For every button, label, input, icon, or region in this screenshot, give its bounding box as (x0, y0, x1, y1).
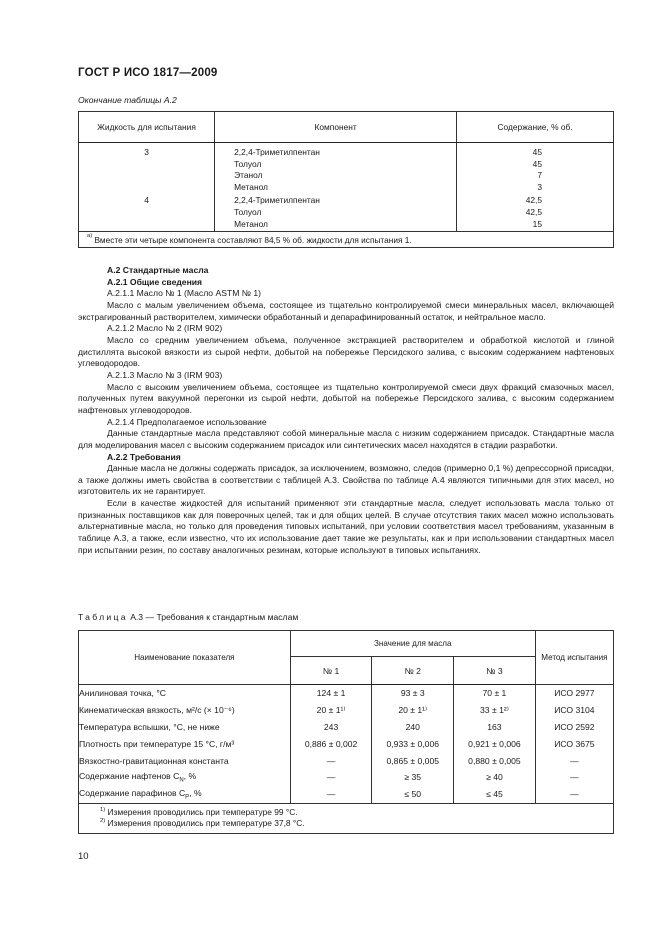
column-header: Компонент (215, 112, 457, 143)
content-value: 42,5 (525, 195, 542, 206)
clause-title: А.2.1.2 Масло № 2 (IRM 902) (107, 323, 223, 334)
clause-text: Масло со средним увеличением объема, полученное экстракцией растворителем и обработкой кислотой и глиной дистиллята высокой вязкости из сырой нефти, добытой на побережье Персидского залива, с высоким содержанием нафтеновых углеводородов. (78, 334, 614, 369)
oil-header: № 1 (290, 657, 372, 685)
table-footnote (79, 232, 614, 248)
column-header: Жидкость для испытания (79, 112, 215, 143)
clause-title: А.2.1.4 Предполагаемое использование (107, 416, 267, 427)
value-cell: 124 ± 1 (290, 685, 372, 702)
table-footnotes-row (79, 803, 614, 833)
oil-header: № 3 (454, 657, 536, 685)
value-cell: 70 ± 1 (454, 685, 536, 702)
clause-text: Если в качестве жидкостей для испытаний применяют эти стандартные масла, следует использовать масла только от признанных поставщиков как для поверочных целей, так и для общих целей. В случае отсутствия таких масел можно использовать альтернативные масла, но только для проведения типовых испытаний, при условии соответствия масел требованиям, указанным в таблице А.3, а также, если известно, что их использование дает такие же результаты, как и при использовании стандартных масел при испытании резин, по составу аналогичных резинам, которые используют в типовых испытаниях. (78, 498, 614, 555)
method-cell: ИСО 3675 (535, 735, 613, 752)
document-header: ГОСТ Р ИСО 1817—2009 (78, 67, 218, 79)
clause-text: Данные масла не должны содержать присадок, за исключением, возможно, следов (примерно 0,1 %) депрессорной присадки, а также должны иметь свойства в соответствии с таблицей А.3. Свойства по таблице А.4 являются типичными для этих масел, но изготовитель их не гарантирует. (78, 463, 614, 497)
clause-title: А.2.1.3 Масло № 3 (IRM 903) (107, 369, 223, 380)
value-cell: 20 ± 1¹⁾ (372, 702, 454, 719)
method-cell: ИСО 3104 (535, 702, 613, 719)
table-row (79, 685, 614, 702)
method-cell: ИСО 2592 (535, 719, 613, 736)
table-a2 (78, 111, 614, 248)
value-cell: 20 ± 1¹⁾ (290, 702, 372, 719)
table-header-row (79, 631, 614, 657)
section-title: А.2 Стандартные масла (107, 265, 209, 275)
content-cell (457, 194, 614, 231)
value-cell: 0,886 ± 0,002 (290, 735, 372, 752)
parameter-name: Содержание нафтенов $C_N$, % (79, 769, 291, 786)
value-cell: 0,880 ± 0,005 (454, 752, 536, 769)
method-cell: — (535, 769, 613, 786)
component-cell (215, 143, 457, 195)
table-a2-caption: Окончание таблицы А.2 (78, 95, 177, 105)
table-row (79, 194, 614, 231)
table-footnotes (79, 803, 614, 833)
column-header: Содержание, % об. (457, 112, 614, 143)
clause-text: Данные стандартные масла представляют собой минеральные масла с низким содержанием присадок. Стандартные масла для моделирования масел с высоким содержанием присадок или синтетических масел находятся в стадии разработки. (78, 428, 614, 450)
table-row (79, 719, 614, 736)
content-value: 3 (537, 181, 542, 192)
value-cell: 163 (454, 719, 536, 736)
content-value: 45 (532, 147, 542, 157)
oil-header: № 2 (372, 657, 454, 685)
value-cell: 0,865 ± 0,005 (372, 752, 454, 769)
content-value: 42,5 (525, 206, 542, 217)
parameter-name: Вязкостно-гравитационная константа (79, 752, 291, 769)
parameter-name: Содержание парафинов $C_P$, % (79, 786, 291, 803)
method-cell: — (535, 786, 613, 803)
table-footnote-row (79, 232, 614, 248)
value-cell: — (290, 752, 372, 769)
method-cell: ИСО 2977 (535, 685, 613, 702)
liquid-number: 3 (79, 143, 215, 195)
value-cell: — (290, 786, 372, 803)
component-cell (215, 194, 457, 231)
clause-text: Масло с малым увеличением объема, состоящее из тщательно контролируемой смеси минеральных масел, включающей экстрагированный растворителем, химически обработанный и депарафинированный остаток, и нейтральное масло. (78, 299, 614, 322)
component: 2,2,4-Триметилпентан (234, 147, 320, 157)
table-header-row (79, 112, 614, 143)
clause-title: А.2.1.1 Масло № 1 (Масло ASTM № 1) (107, 288, 261, 299)
parameter-name: Анилиновая точка, °С (79, 685, 291, 702)
table-row (79, 769, 614, 786)
value-cell: 93 ± 3 (372, 685, 454, 702)
footnote-text: Вместе эти четыре компонента составляют 84,5 % об. жидкости для испытания 1. (94, 235, 412, 246)
content-value: 7 (537, 170, 542, 181)
value-cell: 0,933 ± 0,006 (372, 735, 454, 752)
footnote-text: Измерения проводились при температуре 37,8 °С. (107, 818, 305, 829)
component: Метанол (234, 181, 268, 192)
table-a3 (78, 630, 614, 834)
column-header: Метод испытания (535, 631, 613, 685)
caption-label: Таблица (78, 612, 128, 622)
liquid-number: 4 (79, 194, 215, 231)
value-cell: 0,921 ± 0,006 (454, 735, 536, 752)
footnote-text: Измерения проводились при температуре 99 °С. (107, 806, 298, 817)
clause-text: Масло с высоким увеличением объема, состоящее из тщательно контролируемой смеси двух фракций смазочных масел, полученных путем вакуумной перегонки из сырой нефти, добытой на побережье Персидского залива, с высоким содержанием нафтеновых углеводородов. (78, 381, 614, 415)
value-cell: 33 ± 1²⁾ (454, 702, 536, 719)
footnote (100, 818, 613, 830)
parameter-name: Плотность при температуре 15 °С, г/м³ (79, 735, 291, 752)
value-cell: ≤ 45 (454, 786, 536, 803)
value-cell: 243 (290, 719, 372, 736)
content-value: 15 (532, 218, 542, 229)
footnote (100, 807, 613, 819)
table-row (79, 702, 614, 719)
value-cell: ≤ 50 (372, 786, 454, 803)
table-row (79, 735, 614, 752)
caption-text: А.3 — Требования к стандартным маслам (130, 612, 299, 622)
footnote-mark: 1) (100, 806, 106, 813)
table-row (79, 786, 614, 803)
table-a3-caption (78, 612, 298, 622)
subsection-title: А.2.1 Общие сведения (107, 276, 203, 287)
content-cell (457, 143, 614, 195)
section-a2 (78, 265, 614, 556)
footnote-mark: a) (87, 233, 93, 240)
parameter-name: Температура вспышки, °С, не ниже (79, 719, 291, 736)
value-cell: — (290, 769, 372, 786)
table-row (79, 752, 614, 769)
column-header: Наименование показателя (79, 631, 291, 685)
method-cell: — (535, 752, 613, 769)
component: Метанол (234, 218, 268, 229)
table-row (79, 143, 614, 195)
component: Толуол (234, 206, 262, 217)
parameter-name: Кинематическая вязкость, м²/с (× 10⁻⁶) (79, 702, 291, 719)
component: 2,2,4-Триметилпентан (234, 195, 320, 206)
subsection-title: А.2.2 Требования (107, 451, 181, 462)
value-cell: 240 (372, 719, 454, 736)
column-header: Значение для масла (290, 631, 535, 657)
content-value: 45 (532, 158, 542, 169)
value-cell: ≥ 35 (372, 769, 454, 786)
footnote-mark: 2) (100, 818, 106, 825)
value-cell: ≥ 40 (454, 769, 536, 786)
component: Этанол (234, 170, 263, 181)
component: Толуол (234, 158, 262, 169)
page-number: 10 (78, 851, 89, 862)
